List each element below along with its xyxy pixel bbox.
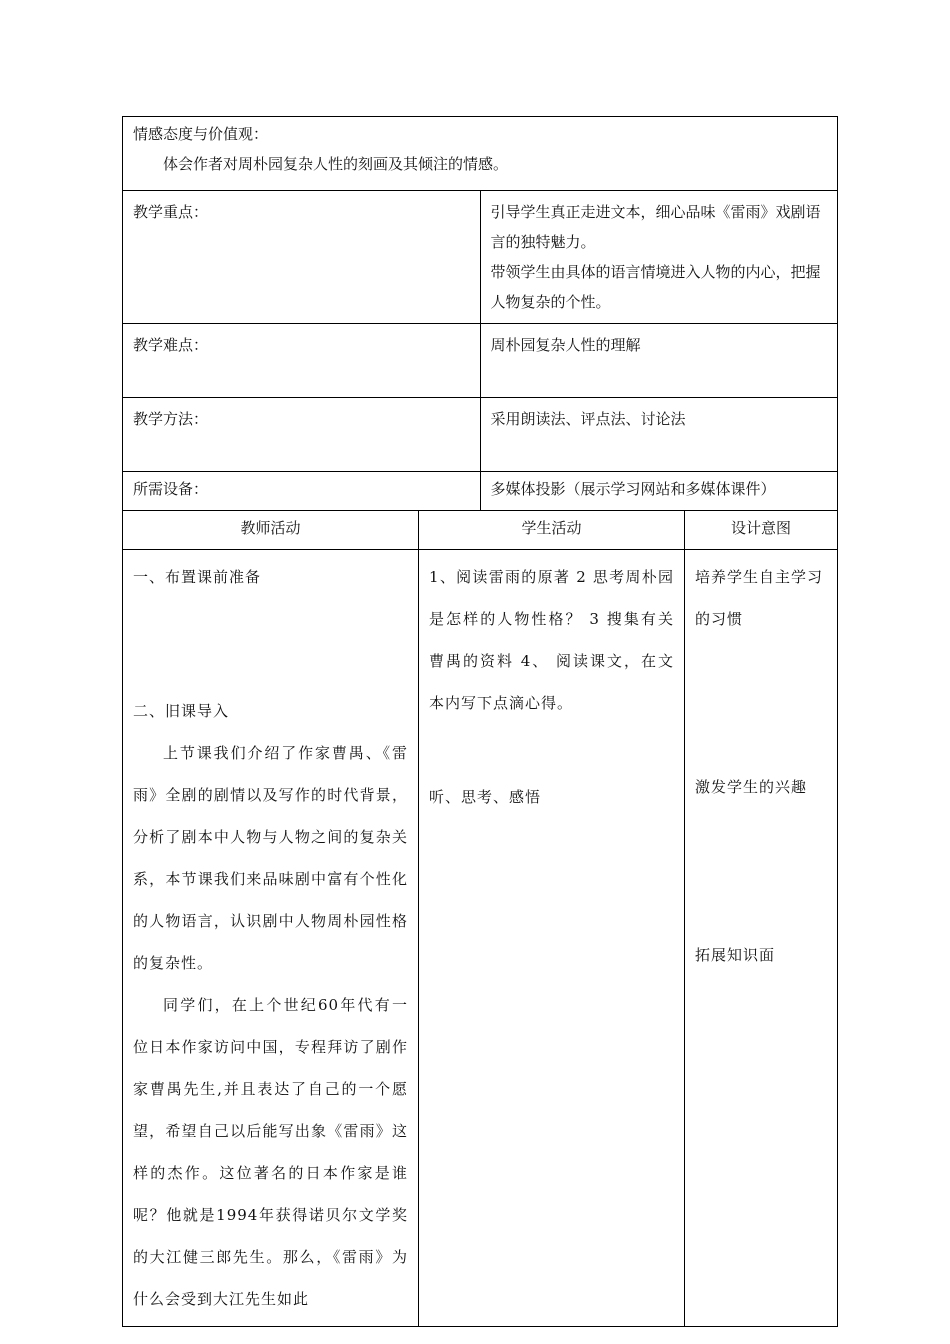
- difficulty-label: 教学难点：: [133, 336, 209, 354]
- equipment-label-cell: [123, 472, 481, 511]
- teacher-paragraph-1: 上节课我们介绍了作家曹禺、《雷雨》全剧的剧情以及写作的时代背景，分析了剧本中人物与人物之间的复杂关系，本节课我们来品味剧中富有个性化的人物语言，认识剧中人物周朴园性格的复杂性。: [133, 744, 408, 972]
- student-activity-cell: [419, 550, 685, 1327]
- teacher-paragraph-2: 同学们，在上个世纪60年代有一位日本作家访问中国，专程拜访了剧作家曹禺先生,并且表达了自己的一个愿望，希望自己以后能写出象《雷雨》这样的杰作。这位著名的日本作家是谁呢？他就是1994年获得诺贝尔文学奖的大江健三郎先生。那么，《雷雨》为什么会受到大江先生如此: [133, 996, 408, 1308]
- equipment-label: 所需设备：: [133, 480, 209, 498]
- affect-cell: [123, 117, 838, 191]
- method-label: 教学方法：: [133, 410, 209, 428]
- affect-text: 体会作者对周朴园复杂人性的刻画及其倾注的情感。: [163, 155, 509, 173]
- design-item-3: 拓展知识面: [695, 946, 776, 964]
- difficulty-label-cell: [123, 324, 481, 398]
- lesson-plan-table-top: [122, 116, 838, 511]
- design-item-2: 激发学生的兴趣: [695, 778, 808, 796]
- method-cell: [480, 398, 838, 472]
- student-header-cell: [419, 511, 685, 550]
- lesson-plan-page: [122, 116, 838, 1327]
- key-points-line1: 引导学生真正走进文本，细心品味《雷雨》戏剧语言的独特魅力。: [490, 203, 821, 251]
- design-item-1: 培养学生自主学习的习惯: [695, 568, 824, 628]
- key-points-label: 教学重点：: [133, 203, 209, 221]
- key-points-label-cell: [123, 191, 481, 324]
- student-item-1: 1、阅读雷雨的原著 2 思考周朴园是怎样的人物性格？ 3 搜集有关曹禺的资料 4、 阅读课文，在文本内写下点滴心得。: [429, 568, 674, 712]
- method-label-cell: [123, 398, 481, 472]
- teacher-section-2: 二、旧课导入: [133, 702, 230, 720]
- design-header-cell: [685, 511, 838, 550]
- equipment-cell: [480, 472, 838, 511]
- difficulty-cell: [480, 324, 838, 398]
- equipment-text: 多媒体投影（展示学习网站和多媒体课件）: [490, 480, 776, 498]
- affect-label: 情感态度与价值观：: [133, 125, 269, 143]
- teacher-activity-cell: [123, 550, 419, 1327]
- key-points-line2: 带领学生由具体的语言情境进入人物的内心，把握人物复杂的个性。: [490, 263, 821, 311]
- design-cell: [685, 550, 838, 1327]
- teacher-header-cell: [123, 511, 419, 550]
- student-header: 学生活动: [521, 519, 582, 537]
- lesson-plan-table-activities: [122, 510, 838, 1327]
- difficulty-text: 周朴园复杂人性的理解: [490, 336, 641, 354]
- teacher-section-1: 一、布置课前准备: [133, 568, 262, 586]
- method-text: 采用朗读法、评点法、讨论法: [490, 410, 686, 428]
- design-header: 设计意图: [730, 519, 791, 537]
- teacher-header: 教师活动: [240, 519, 301, 537]
- student-item-2: 听、思考、感悟: [429, 788, 542, 806]
- key-points-cell: [480, 191, 838, 324]
